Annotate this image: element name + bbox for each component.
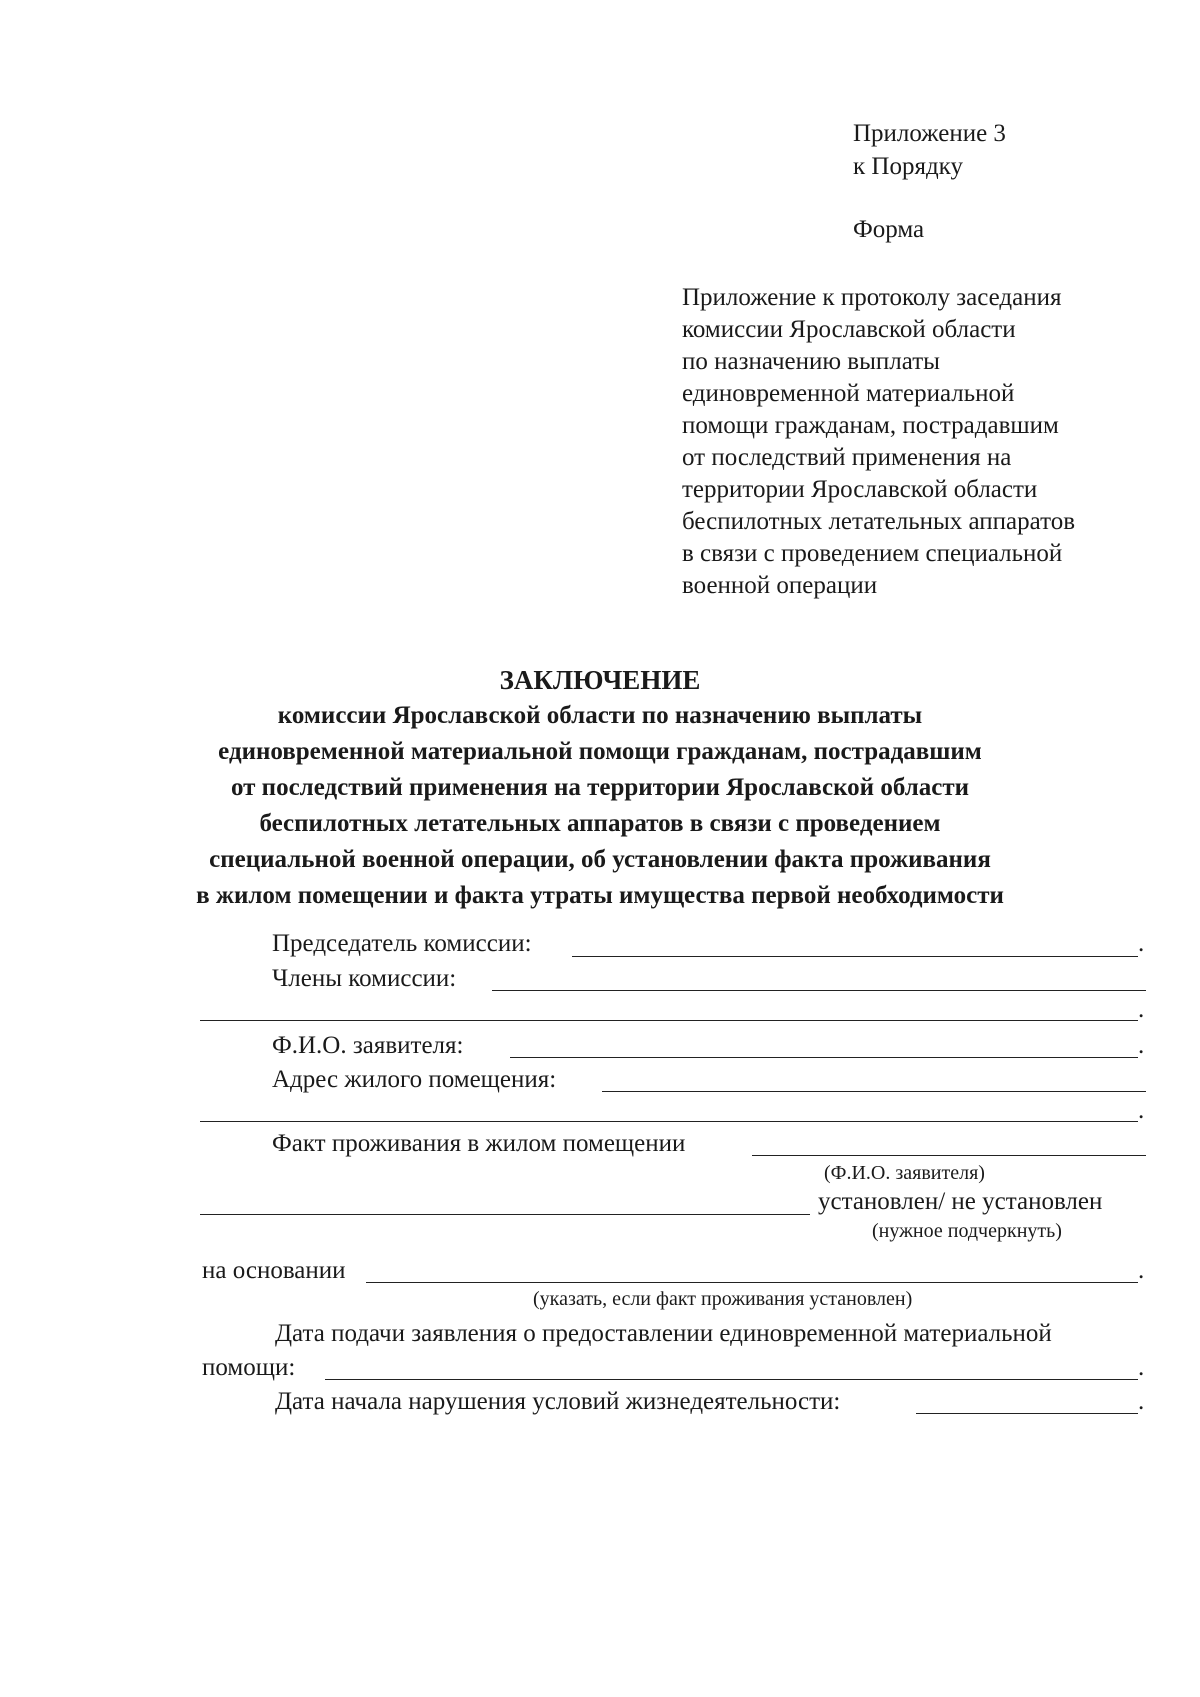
address-field-line-2[interactable] (200, 1121, 1138, 1122)
document-subtitle (160, 698, 1040, 914)
address-label: Адрес жилого помещения: (272, 1066, 557, 1093)
basis-dot: . (1138, 1257, 1145, 1284)
protocol-annex-line: Приложение к протоколу заседания (682, 284, 1062, 311)
underline-hint: (нужное подчеркнуть) (872, 1220, 1062, 1242)
applicant-hint: (Ф.И.О. заявителя) (824, 1162, 985, 1184)
violation-date-dot: . (1138, 1388, 1145, 1415)
protocol-annex-line: по назначению выплаты (682, 348, 940, 375)
applicant-label: Ф.И.О. заявителя: (272, 1032, 464, 1059)
document-title: ЗАКЛЮЧЕНИЕ (499, 665, 701, 695)
protocol-annex-block (682, 282, 1075, 602)
subtitle-line: специальной военной операции, об установлении факта проживания (209, 846, 991, 873)
basis-field[interactable] (366, 1282, 1138, 1283)
protocol-annex-line: территории Ярославской области (682, 476, 1038, 503)
subtitle-line: в жилом помещении и факта утраты имущества первой необходимости (196, 882, 1004, 909)
residence-applicant-field[interactable] (752, 1155, 1146, 1156)
protocol-annex-line: в связи с проведением специальной (682, 540, 1063, 567)
residence-fact-label: Факт проживания в жилом помещении (272, 1130, 686, 1157)
basis-label: на основании (202, 1257, 346, 1284)
residence-name-field[interactable] (200, 1214, 810, 1215)
chairman-dot: . (1138, 930, 1145, 957)
chairman-field[interactable] (572, 956, 1138, 957)
protocol-annex-line: от последствий применения на (682, 444, 1012, 471)
subtitle-line: беспилотных летательных аппаратов в связи с проведением (259, 810, 941, 837)
appendix-number: Приложение 3 (853, 120, 1006, 147)
address-dot: . (1138, 1097, 1145, 1124)
violation-date-field[interactable] (916, 1413, 1138, 1414)
protocol-annex-line: единовременной материальной (682, 380, 1015, 407)
form-label: Форма (853, 216, 925, 243)
violation-date-label: Дата начала нарушения условий жизнедеятельности: (275, 1388, 841, 1415)
submission-date-field[interactable] (325, 1379, 1138, 1380)
members-dot: . (1138, 996, 1145, 1023)
subtitle-line: от последствий применения на территории Ярославской области (230, 774, 970, 801)
protocol-annex-line: помощи гражданам, пострадавшим (682, 412, 1059, 439)
protocol-annex-line: комиссии Ярославской области (682, 316, 1016, 343)
submission-date-dot: . (1138, 1354, 1145, 1381)
basis-hint: (указать, если факт проживания установлен) (533, 1288, 913, 1310)
protocol-annex-line: беспилотных летательных аппаратов (682, 508, 1076, 535)
appendix-order-ref: к Порядку (853, 153, 963, 180)
address-field-line-1[interactable] (602, 1091, 1146, 1092)
established-options[interactable]: установлен/ не установлен (818, 1188, 1103, 1215)
members-field-line-1[interactable] (492, 990, 1146, 991)
members-label: Члены комиссии: (272, 965, 457, 992)
subtitle-line: единовременной материальной помощи гражданам, пострадавшим (218, 738, 982, 765)
protocol-annex-line: военной операции (682, 572, 878, 599)
submission-date-label-cont: помощи: (202, 1354, 296, 1381)
submission-date-label: Дата подачи заявления о предоставлении единовременной материальной (275, 1320, 1052, 1347)
applicant-dot: . (1138, 1032, 1145, 1059)
chairman-label: Председатель комиссии: (272, 930, 532, 957)
members-field-line-2[interactable] (200, 1020, 1138, 1021)
subtitle-line: комиссии Ярославской области по назначению выплаты (277, 702, 923, 729)
applicant-field[interactable] (510, 1057, 1138, 1058)
